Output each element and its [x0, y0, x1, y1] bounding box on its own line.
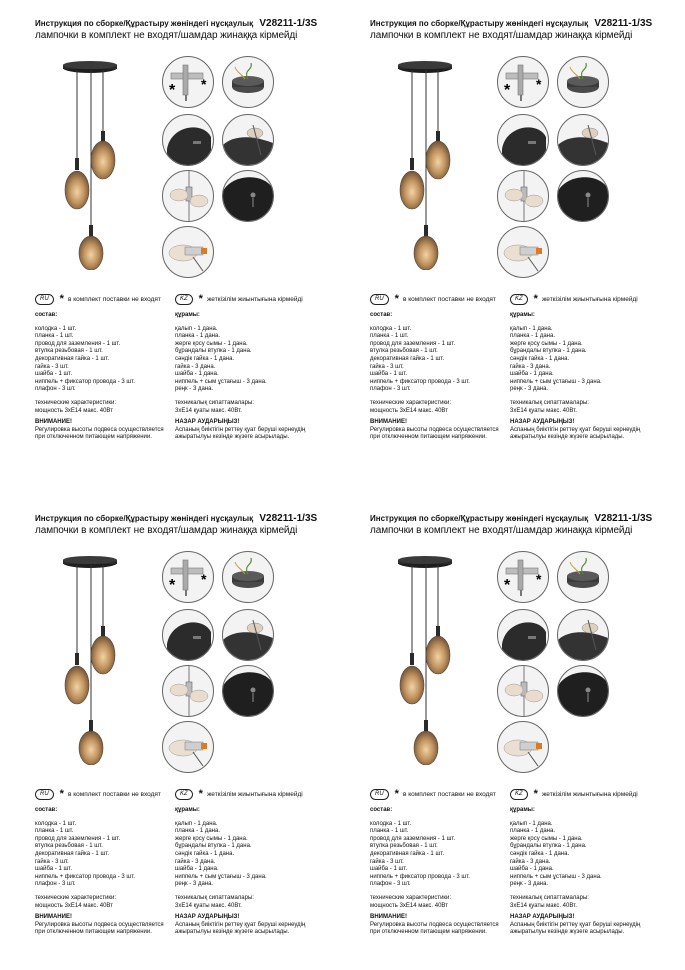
- list-item: колодка - 1 шт.: [35, 325, 77, 332]
- list-item: реңк - 3 дана.: [510, 881, 549, 888]
- ru-contents-heading: состав:: [35, 312, 58, 318]
- kz-contents-column: [510, 807, 640, 937]
- not-included-star: *: [394, 788, 399, 800]
- list-item: колодка - 1 шт.: [35, 820, 77, 827]
- kz-tech-heading: техникалық сипаттамалары:: [510, 399, 589, 406]
- legend-kz-text: жеткізілім жиынтығына кірмейді: [541, 790, 638, 798]
- kz-contents-heading: құрамы:: [510, 312, 535, 318]
- not-included-star: *: [533, 293, 538, 305]
- list-item: шайба - 1 дана.: [510, 371, 554, 378]
- svg-text:*: *: [536, 571, 542, 587]
- list-item: провод для заземления - 1 шт.: [35, 340, 121, 347]
- list-item: шайба - 1 шт.: [370, 866, 408, 873]
- not-included-star: *: [59, 788, 64, 800]
- kz-contents-column: [175, 312, 305, 442]
- cord-adjust-icon: [497, 170, 549, 222]
- list-item: декоративная гайка - 1 шт.: [35, 850, 110, 857]
- legend-ru-text: в комплект поставки не входят: [67, 790, 161, 798]
- kz-language-badge: KZ: [510, 294, 528, 305]
- list-item: шайба - 1 шт.: [370, 371, 408, 378]
- legend-ru: [370, 292, 496, 306]
- svg-text:*: *: [504, 82, 511, 99]
- mounting-bar-icon: [162, 551, 214, 603]
- title-text: Инструкция по сборке/Құрастыру жөніндегі нұсқаулық: [370, 19, 589, 28]
- list-item: шайба - 1 дана.: [175, 866, 219, 873]
- screw-fixing-icon: [222, 114, 274, 166]
- kz-contents-heading: құрамы:: [175, 807, 200, 813]
- legend-kz-text: жеткізілім жиынтығына кірмейді: [541, 295, 638, 303]
- list-item: жерге қосу сымы - 1 дана.: [510, 835, 583, 842]
- pendant-lamp-illustration: [55, 550, 150, 765]
- list-item: плафон - 3 шт.: [370, 881, 411, 888]
- kz-warning-heading: НАЗАР АУДАРЫҢЫЗ!: [510, 419, 575, 426]
- ru-tech-heading: технические характеристики:: [370, 894, 452, 901]
- pendant-lamp-illustration: [55, 55, 150, 270]
- shade-assembly-icon: [222, 170, 274, 222]
- ru-contents-column: [370, 312, 499, 442]
- list-item: гайка - 3 шт.: [35, 363, 69, 370]
- list-item: гайка - 3 дана.: [175, 363, 216, 370]
- not-included-star: *: [533, 788, 538, 800]
- list-item: втулка резьбовая - 1 шт.: [370, 348, 438, 355]
- canopy-wiring-icon: [222, 56, 274, 108]
- list-item: декоративная гайка - 1 шт.: [370, 850, 445, 857]
- kz-tech-heading: техникалық сипаттамалары:: [175, 399, 254, 406]
- bulb-install-icon: [162, 721, 214, 773]
- svg-text:*: *: [504, 577, 511, 594]
- bulb-install-icon: [497, 721, 549, 773]
- list-item: плафон - 3 шт.: [370, 386, 411, 393]
- list-item: қалып - 1 дана.: [175, 820, 218, 827]
- mounting-bar-icon: [497, 551, 549, 603]
- instruction-sheet: [0, 0, 330, 470]
- list-item: ниппель + фиксатор провода - 3 шт.: [35, 378, 135, 385]
- canopy-wiring-icon: [557, 56, 609, 108]
- list-item: бұрандалы втулка - 1 дана.: [175, 843, 252, 850]
- kz-tech-heading: техникалық сипаттамалары:: [510, 894, 589, 901]
- ru-warning-line: Регулировка высоты подвеса осуществляется: [35, 921, 164, 928]
- sheet-title: [370, 18, 660, 29]
- list-item: планка - 1 шт.: [370, 333, 409, 340]
- list-item: планка - 1 шт.: [370, 828, 409, 835]
- list-item: ниппель + сым ұстағыш - 3 дана.: [510, 378, 602, 385]
- kz-warning-line: Аспаның биіктігін реттеу қуат беруші кернеудің: [510, 426, 641, 433]
- ru-language-badge: RU: [370, 294, 389, 305]
- legend-ru-text: в комплект поставки не входят: [402, 295, 496, 303]
- list-item: планка - 1 дана.: [510, 828, 555, 835]
- list-item: шайба - 1 шт.: [35, 866, 73, 873]
- list-item: бұрандалы втулка - 1 дана.: [510, 843, 587, 850]
- ru-tech-value: мощность 3xE14 макс. 40Вт: [35, 407, 113, 414]
- model-number: V28211-1/3S: [594, 18, 653, 29]
- list-item: колодка - 1 шт.: [370, 325, 412, 332]
- list-item: реңк - 3 дана.: [510, 386, 549, 393]
- list-item: қалып - 1 дана.: [510, 820, 553, 827]
- list-item: гайка - 3 шт.: [370, 858, 404, 865]
- sheet-title: [35, 18, 325, 29]
- model-number: V28211-1/3S: [259, 513, 318, 524]
- list-item: планка - 1 дана.: [510, 333, 555, 340]
- not-included-star: *: [59, 293, 64, 305]
- list-item: сәндік гайка - 1 дана.: [510, 850, 570, 857]
- ru-warning-heading: ВНИМАНИЕ!: [370, 419, 407, 426]
- list-item: шайба - 1 дана.: [510, 866, 554, 873]
- legend-kz-text: жеткізілім жиынтығына кірмейді: [206, 295, 303, 303]
- list-item: бұрандалы втулка - 1 дана.: [510, 348, 587, 355]
- ru-contents-column: [35, 312, 164, 442]
- canopy-cover-icon: [497, 114, 549, 166]
- svg-text:*: *: [169, 82, 176, 99]
- pendant-lamp-illustration: [390, 55, 485, 270]
- screw-fixing-icon: [222, 609, 274, 661]
- kz-language-badge: KZ: [510, 789, 528, 800]
- ru-tech-heading: технические характеристики:: [35, 894, 117, 901]
- list-item: провод для заземления - 1 шт.: [35, 835, 121, 842]
- kz-warning-line: ажыратылуы кезінде жүзеге асырылады.: [510, 434, 625, 441]
- model-number: V28211-1/3S: [259, 18, 318, 29]
- svg-text:*: *: [201, 76, 207, 92]
- kz-warning-heading: НАЗАР АУДАРЫҢЫЗ!: [510, 914, 575, 921]
- ru-contents-heading: состав:: [370, 807, 393, 813]
- legend-ru-text: в комплект поставки не входят: [402, 790, 496, 798]
- ru-tech-value: мощность 3xE14 макс. 40Вт: [370, 407, 448, 414]
- sheet-title: [370, 513, 660, 524]
- kz-contents-column: [175, 807, 305, 937]
- instruction-sheet: [335, 495, 665, 965]
- list-item: гайка - 3 шт.: [370, 363, 404, 370]
- kz-contents-heading: құрамы:: [175, 312, 200, 318]
- list-item: провод для заземления - 1 шт.: [370, 835, 456, 842]
- kz-tech-value: 3xE14 қуаты макс. 40Вт.: [175, 902, 242, 909]
- svg-text:*: *: [536, 76, 542, 92]
- kz-warning-line: Аспаның биіктігін реттеу қуат беруші кернеудің: [510, 921, 641, 928]
- list-item: ниппель + сым ұстағыш - 3 дана.: [175, 378, 267, 385]
- list-item: планка - 1 дана.: [175, 828, 220, 835]
- list-item: втулка резьбовая - 1 шт.: [35, 348, 103, 355]
- kz-warning-line: Аспаның биіктігін реттеу қуат беруші кернеудің: [175, 921, 306, 928]
- list-item: ниппель + фиксатор провода - 3 шт.: [370, 873, 470, 880]
- kz-warning-line: ажыратылуы кезінде жүзеге асырылады.: [175, 929, 290, 936]
- ru-language-badge: RU: [370, 789, 389, 800]
- kz-warning-line: Аспаның биіктігін реттеу қуат беруші кернеудің: [175, 426, 306, 433]
- ru-warning-line: при отключенном питающем напряжении.: [370, 434, 487, 441]
- kz-tech-value: 3xE14 қуаты макс. 40Вт.: [175, 407, 242, 414]
- kz-tech-value: 3xE14 қуаты макс. 40Вт.: [510, 902, 577, 909]
- ru-tech-value: мощность 3xE14 макс. 40Вт: [35, 902, 113, 909]
- list-item: сәндік гайка - 1 дана.: [175, 850, 235, 857]
- list-item: шайба - 1 шт.: [35, 371, 73, 378]
- list-item: колодка - 1 шт.: [370, 820, 412, 827]
- list-item: сәндік гайка - 1 дана.: [510, 355, 570, 362]
- list-item: сәндік гайка - 1 дана.: [175, 355, 235, 362]
- ru-contents-column: [35, 807, 164, 937]
- list-item: қалып - 1 дана.: [510, 325, 553, 332]
- cord-adjust-icon: [162, 665, 214, 717]
- mounting-bar-icon: [497, 56, 549, 108]
- bulbs-not-included-note: лампочки в комплект не входят/шамдар жинаққа кірмейді: [35, 30, 298, 41]
- list-item: бұрандалы втулка - 1 дана.: [175, 348, 252, 355]
- screw-fixing-icon: [557, 114, 609, 166]
- list-item: провод для заземления - 1 шт.: [370, 340, 456, 347]
- ru-warning-line: Регулировка высоты подвеса осуществляется: [370, 921, 499, 928]
- ru-contents-heading: состав:: [35, 807, 58, 813]
- ru-warning-line: Регулировка высоты подвеса осуществляется: [35, 426, 164, 433]
- ru-warning-line: при отключенном питающем напряжении.: [35, 929, 152, 936]
- legend-kz: [510, 787, 638, 801]
- list-item: втулка резьбовая - 1 шт.: [370, 843, 438, 850]
- list-item: плафон - 3 шт.: [35, 386, 76, 393]
- ru-warning-line: Регулировка высоты подвеса осуществляется: [370, 426, 499, 433]
- shade-assembly-icon: [557, 170, 609, 222]
- list-item: ниппель + фиксатор провода - 3 шт.: [370, 378, 470, 385]
- ru-tech-heading: технические характеристики:: [35, 399, 117, 406]
- list-item: шайба - 1 дана.: [175, 371, 219, 378]
- legend-kz-text: жеткізілім жиынтығына кірмейді: [206, 790, 303, 798]
- canopy-cover-icon: [162, 114, 214, 166]
- list-item: декоративная гайка - 1 шт.: [35, 355, 110, 362]
- kz-warning-line: ажыратылуы кезінде жүзеге асырылады.: [510, 929, 625, 936]
- svg-text:*: *: [201, 571, 207, 587]
- ru-warning-line: при отключенном питающем напряжении.: [35, 434, 152, 441]
- list-item: жерге қосу сымы - 1 дана.: [510, 340, 583, 347]
- cord-adjust-icon: [497, 665, 549, 717]
- bulbs-not-included-note: лампочки в комплект не входят/шамдар жинаққа кірмейді: [370, 30, 633, 41]
- list-item: гайка - 3 шт.: [35, 858, 69, 865]
- list-item: планка - 1 шт.: [35, 333, 74, 340]
- canopy-cover-icon: [497, 609, 549, 661]
- list-item: жерге қосу сымы - 1 дана.: [175, 835, 248, 842]
- shade-assembly-icon: [557, 665, 609, 717]
- legend-kz: [510, 292, 638, 306]
- kz-warning-line: ажыратылуы кезінде жүзеге асырылады.: [175, 434, 290, 441]
- kz-warning-heading: НАЗАР АУДАРЫҢЫЗ!: [175, 419, 240, 426]
- ru-warning-heading: ВНИМАНИЕ!: [35, 419, 72, 426]
- kz-warning-heading: НАЗАР АУДАРЫҢЫЗ!: [175, 914, 240, 921]
- bulbs-not-included-note: лампочки в комплект не входят/шамдар жинаққа кірмейді: [35, 525, 298, 536]
- list-item: втулка резьбовая - 1 шт.: [35, 843, 103, 850]
- list-item: плафон - 3 шт.: [35, 881, 76, 888]
- list-item: планка - 1 дана.: [175, 333, 220, 340]
- mounting-bar-icon: [162, 56, 214, 108]
- list-item: гайка - 3 дана.: [510, 363, 551, 370]
- legend-ru: [370, 787, 496, 801]
- canopy-wiring-icon: [557, 551, 609, 603]
- ru-warning-line: при отключенном питающем напряжении.: [370, 929, 487, 936]
- list-item: қалып - 1 дана.: [175, 325, 218, 332]
- not-included-star: *: [394, 293, 399, 305]
- ru-tech-value: мощность 3xE14 макс. 40Вт: [370, 902, 448, 909]
- title-text: Инструкция по сборке/Құрастыру жөніндегі нұсқаулық: [370, 514, 589, 523]
- bulbs-not-included-note: лампочки в комплект не входят/шамдар жинаққа кірмейді: [370, 525, 633, 536]
- legend-kz: [175, 787, 303, 801]
- ru-warning-heading: ВНИМАНИЕ!: [35, 914, 72, 921]
- legend-ru-text: в комплект поставки не входят: [67, 295, 161, 303]
- legend-ru: [35, 787, 161, 801]
- ru-language-badge: RU: [35, 294, 54, 305]
- kz-contents-column: [510, 312, 640, 442]
- sheet-title: [35, 513, 325, 524]
- kz-language-badge: KZ: [175, 789, 193, 800]
- list-item: гайка - 3 дана.: [175, 858, 216, 865]
- ru-language-badge: RU: [35, 789, 54, 800]
- not-included-star: *: [198, 788, 203, 800]
- ru-warning-heading: ВНИМАНИЕ!: [370, 914, 407, 921]
- canopy-cover-icon: [162, 609, 214, 661]
- ru-contents-heading: состав:: [370, 312, 393, 318]
- svg-text:*: *: [169, 577, 176, 594]
- legend-kz: [175, 292, 303, 306]
- model-number: V28211-1/3S: [594, 513, 653, 524]
- kz-tech-heading: техникалық сипаттамалары:: [175, 894, 254, 901]
- list-item: ниппель + сым ұстағыш - 3 дана.: [175, 873, 267, 880]
- shade-assembly-icon: [222, 665, 274, 717]
- kz-language-badge: KZ: [175, 294, 193, 305]
- list-item: декоративная гайка - 1 шт.: [370, 355, 445, 362]
- canopy-wiring-icon: [222, 551, 274, 603]
- list-item: планка - 1 шт.: [35, 828, 74, 835]
- list-item: ниппель + фиксатор провода - 3 шт.: [35, 873, 135, 880]
- instruction-sheet: [0, 495, 330, 965]
- list-item: ниппель + сым ұстағыш - 3 дана.: [510, 873, 602, 880]
- ru-tech-heading: технические характеристики:: [370, 399, 452, 406]
- list-item: жерге қосу сымы - 1 дана.: [175, 340, 248, 347]
- bulb-install-icon: [497, 226, 549, 278]
- cord-adjust-icon: [162, 170, 214, 222]
- title-text: Инструкция по сборке/Құрастыру жөніндегі нұсқаулық: [35, 514, 254, 523]
- ru-contents-column: [370, 807, 499, 937]
- list-item: реңк - 3 дана.: [175, 386, 214, 393]
- list-item: гайка - 3 дана.: [510, 858, 551, 865]
- title-text: Инструкция по сборке/Құрастыру жөніндегі нұсқаулық: [35, 19, 254, 28]
- bulb-install-icon: [162, 226, 214, 278]
- not-included-star: *: [198, 293, 203, 305]
- screw-fixing-icon: [557, 609, 609, 661]
- list-item: реңк - 3 дана.: [175, 881, 214, 888]
- pendant-lamp-illustration: [390, 550, 485, 765]
- legend-ru: [35, 292, 161, 306]
- kz-tech-value: 3xE14 қуаты макс. 40Вт.: [510, 407, 577, 414]
- instruction-sheet: [335, 0, 665, 470]
- kz-contents-heading: құрамы:: [510, 807, 535, 813]
